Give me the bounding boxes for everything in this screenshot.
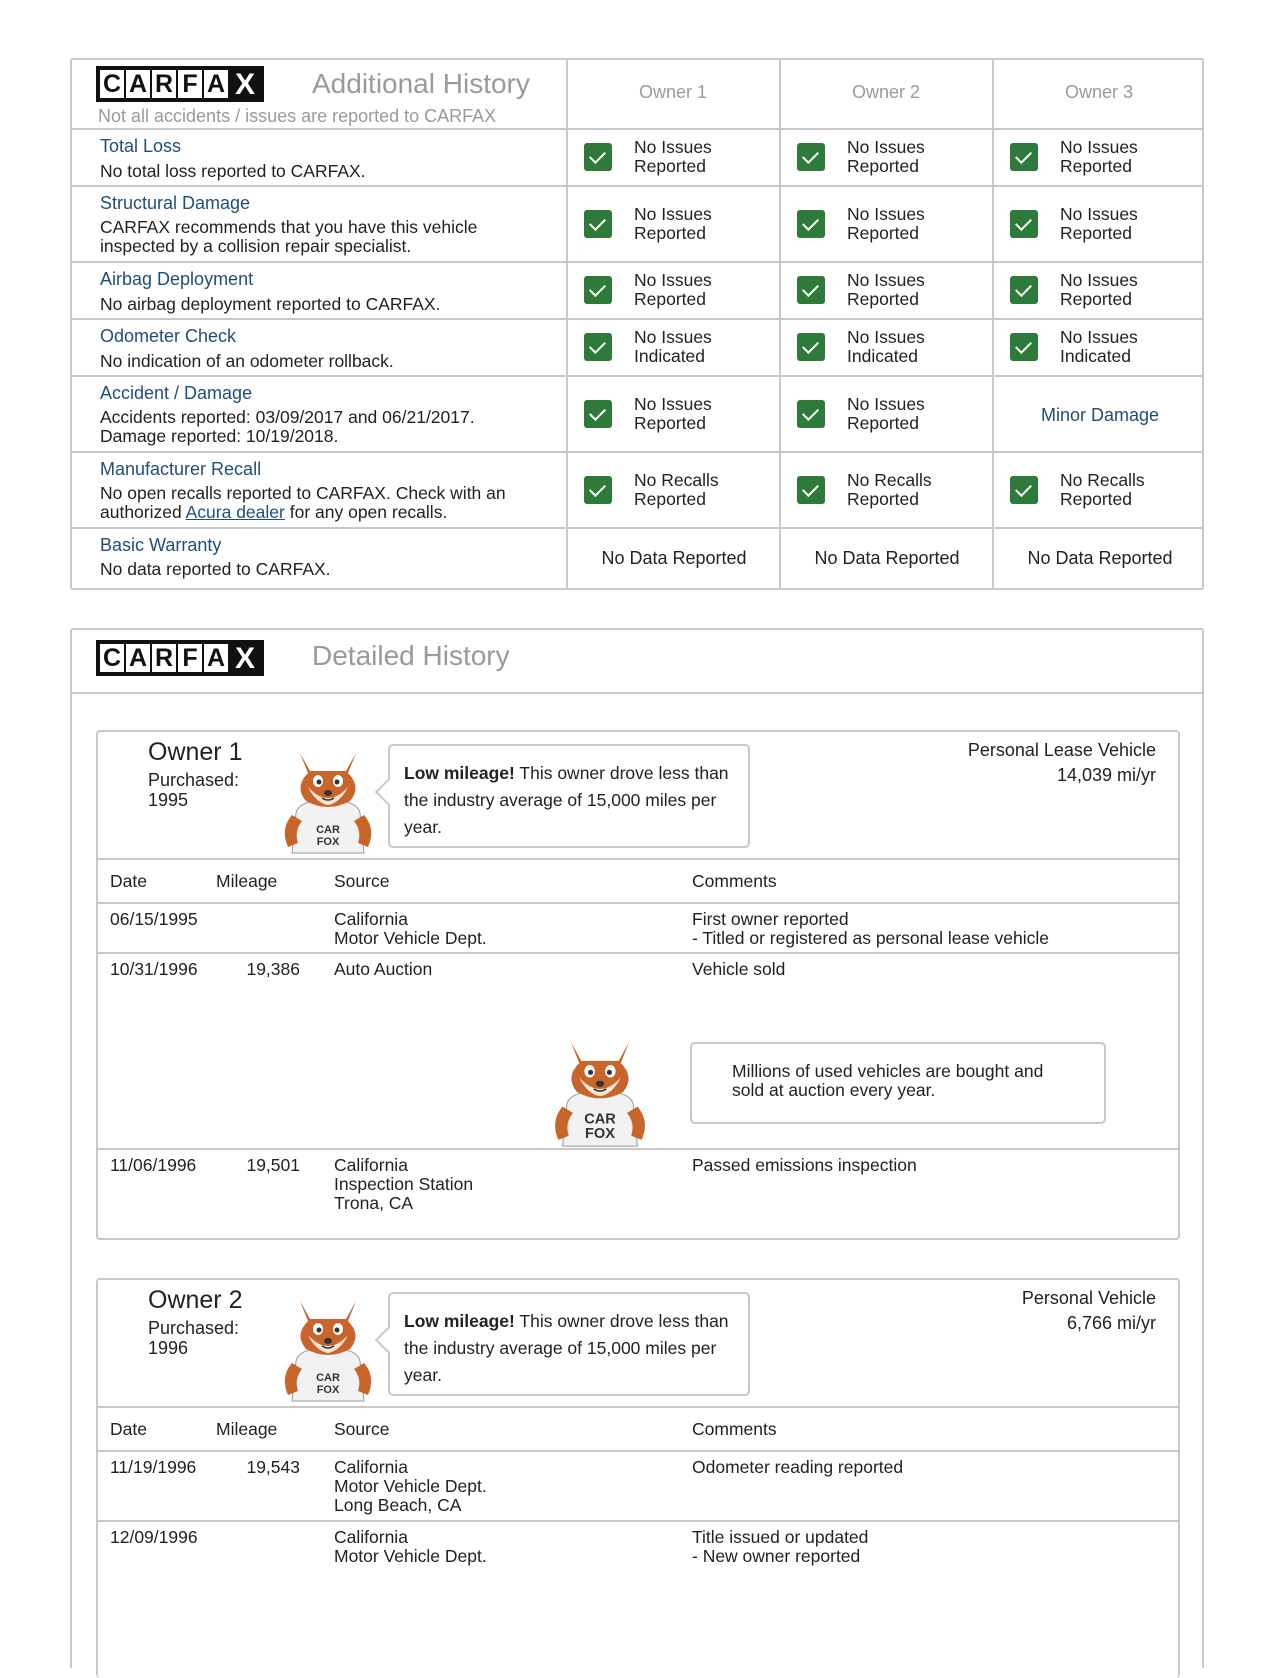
vehicle-type-label: Personal Lease Vehicle <box>967 740 1156 760</box>
row-source: Motor Vehicle Dept. <box>334 1546 487 1566</box>
row-source: California <box>334 1457 408 1477</box>
row-desc <box>100 484 540 522</box>
row-label-airbag-deployment: Airbag Deployment <box>100 269 254 289</box>
check-icon <box>797 276 825 304</box>
carfax-logo <box>96 66 264 102</box>
carfox-mascot-icon <box>278 1288 378 1406</box>
cell-line: Reported <box>634 223 706 243</box>
status-cell <box>781 138 993 176</box>
callout-bold: Low mileage! <box>404 1311 515 1331</box>
cell-line: No Issues <box>847 394 925 414</box>
table-header <box>98 1406 1178 1452</box>
row-mileage: 19,386 <box>246 959 300 979</box>
check-icon <box>797 400 825 428</box>
row-desc: No data reported to CARFAX. <box>100 559 331 579</box>
status-cell <box>781 471 993 509</box>
check-icon <box>1010 210 1038 238</box>
check-icon <box>584 276 612 304</box>
cell-line: No Recalls <box>634 470 719 490</box>
row-label-odometer-check: Odometer Check <box>100 326 237 346</box>
cell-line: Indicated <box>847 346 919 366</box>
row-source: California <box>334 1155 408 1175</box>
auction-tip-callout <box>690 1042 1106 1124</box>
cell-line: Indicated <box>1060 346 1132 366</box>
row-source: Auto Auction <box>334 959 433 979</box>
carfox-mascot-icon <box>278 740 378 858</box>
cell-line: Reported <box>634 489 706 509</box>
col-header-comments: Comments <box>692 871 777 891</box>
no-data-cell: No Data Reported <box>601 548 747 568</box>
status-cell <box>568 271 780 309</box>
table-row <box>98 1522 1178 1602</box>
table-row <box>98 1452 1178 1522</box>
section-note: Not all accidents / issues are reported to CARFAX <box>98 106 497 126</box>
owner-1-header: Owner 1 <box>638 82 708 102</box>
cell-line: No Issues <box>634 327 712 347</box>
row-source: California <box>334 909 408 929</box>
acura-dealer-link[interactable]: Acura dealer <box>185 502 285 522</box>
col-header-mileage: Mileage <box>216 1419 278 1439</box>
status-cell <box>781 328 993 366</box>
row-label-total-loss: Total Loss <box>100 136 182 156</box>
vehicle-type <box>1022 1286 1156 1336</box>
col-header-date: Date <box>110 1419 147 1439</box>
carfax-logo <box>96 640 264 676</box>
carfox-mascot-icon <box>548 1030 652 1150</box>
row-source: Motor Vehicle Dept. <box>334 1476 487 1496</box>
status-cell <box>781 395 993 433</box>
cell-line: No Issues <box>1060 327 1138 347</box>
row-source: California <box>334 1527 408 1547</box>
cell-line: Reported <box>634 413 706 433</box>
cell-line: No Issues <box>847 137 925 157</box>
status-cell <box>781 205 993 243</box>
logo-letter: X <box>230 644 260 672</box>
row-comment: Vehicle sold <box>692 959 786 979</box>
owner-1-history <box>96 730 1180 1240</box>
logo-letter: A <box>204 644 228 672</box>
col-header-comments: Comments <box>692 1419 777 1439</box>
cell-line: No Issues <box>847 204 925 224</box>
cell-line: Reported <box>847 289 919 309</box>
cell-line: No Issues <box>847 270 925 290</box>
logo-letter: A <box>126 70 150 98</box>
no-data-cell: No Data Reported <box>814 548 960 568</box>
cell-line: Reported <box>847 223 919 243</box>
row-label-manufacturer-recall: Manufacturer Recall <box>100 459 262 479</box>
status-cell <box>568 205 780 243</box>
detailed-history-panel <box>70 628 1204 1668</box>
callout-bold: Low mileage! <box>404 763 515 783</box>
row-date: 11/19/1996 <box>110 1457 197 1477</box>
desc-line <box>100 503 540 522</box>
owner-name: Owner 2 <box>148 1286 243 1314</box>
row-comment: Passed emissions inspection <box>692 1155 917 1175</box>
owner-name: Owner 1 <box>148 738 243 766</box>
table-row <box>98 954 1178 1150</box>
row-date: 11/06/1996 <box>110 1155 197 1175</box>
purchased-label: Purchased: <box>148 770 240 790</box>
callout-text: Millions of used vehicles are bought and sold at auction every year. <box>732 1061 1044 1100</box>
col-header-mileage: Mileage <box>216 871 278 891</box>
cell-line: Reported <box>847 413 919 433</box>
desc-text: for any open recalls. <box>284 502 448 522</box>
logo-letter: R <box>152 644 176 672</box>
row-date: 10/31/1996 <box>110 959 198 979</box>
row-comment: Title issued or updated <box>692 1527 869 1547</box>
fox-shirt-text: CAR <box>316 824 340 836</box>
desc-line: CARFAX recommends that you have this vehicle <box>100 217 478 237</box>
col-header-date: Date <box>110 871 147 891</box>
cell-line: Reported <box>634 156 706 176</box>
logo-letter: R <box>152 70 176 98</box>
row-label-basic-warranty: Basic Warranty <box>100 535 222 555</box>
table-row <box>98 904 1178 954</box>
logo-letter: X <box>230 70 260 98</box>
status-cell <box>994 328 1206 366</box>
section-title: Detailed History <box>312 640 510 671</box>
cell-line: Reported <box>1060 289 1132 309</box>
minor-damage-link[interactable]: Minor Damage <box>1040 405 1160 425</box>
cell-line: Indicated <box>634 346 706 366</box>
row-desc: No indication of an odometer rollback. <box>100 351 394 371</box>
desc-line: Damage reported: 10/19/2018. <box>100 426 339 446</box>
vehicle-type-label: Personal Vehicle <box>1021 1288 1156 1308</box>
owner-3-header: Owner 3 <box>1064 82 1134 102</box>
cell-line: Reported <box>847 156 919 176</box>
mileage-per-year: 14,039 mi/yr <box>1056 765 1156 785</box>
row-mileage: 19,501 <box>246 1155 300 1175</box>
check-icon <box>584 143 612 171</box>
col-header-source: Source <box>334 1419 390 1439</box>
purchased-label: Purchased: <box>148 1318 240 1338</box>
check-icon <box>797 333 825 361</box>
cell-line: No Issues <box>634 204 712 224</box>
status-cell <box>568 328 780 366</box>
row-desc <box>100 408 540 446</box>
fox-shirt-text: FOX <box>316 836 340 848</box>
logo-letter: A <box>126 644 150 672</box>
check-icon <box>1010 476 1038 504</box>
row-desc: No airbag deployment reported to CARFAX. <box>100 294 441 314</box>
vehicle-type <box>968 738 1156 788</box>
logo-letter: A <box>204 70 228 98</box>
no-data-cell: No Data Reported <box>1027 548 1173 568</box>
logo-letter: C <box>100 70 124 98</box>
check-icon <box>1010 276 1038 304</box>
row-label-structural-damage: Structural Damage <box>100 193 251 213</box>
row-label-accident-damage: Accident / Damage <box>100 383 253 403</box>
desc-line: Accidents reported: 03/09/2017 and 06/21/2017. <box>100 407 475 427</box>
check-icon <box>584 210 612 238</box>
cell-line: No Issues <box>634 137 712 157</box>
row-date: 06/15/1995 <box>110 909 198 929</box>
fox-shirt-text: FOX <box>585 1125 615 1142</box>
check-icon <box>797 476 825 504</box>
check-icon <box>584 400 612 428</box>
purchased-year: 1995 <box>148 790 189 810</box>
row-mileage: 19,543 <box>246 1457 300 1477</box>
fox-shirt-text: FOX <box>316 1384 340 1396</box>
status-cell <box>568 138 780 176</box>
logo-letter: F <box>178 70 202 98</box>
logo-letter: C <box>100 644 124 672</box>
check-icon <box>584 333 612 361</box>
cell-line: Reported <box>1060 489 1132 509</box>
row-source: Long Beach, CA <box>334 1495 462 1515</box>
col-header-source: Source <box>334 871 390 891</box>
cell-line: No Issues <box>634 270 712 290</box>
callout-text: This owner drove less than the industry average of 15,000 miles per year. <box>404 763 729 837</box>
section-title: Additional History <box>312 68 530 99</box>
desc-text: authorized <box>100 502 186 522</box>
owner-2-header: Owner 2 <box>851 82 921 102</box>
cell-line: Reported <box>1060 156 1132 176</box>
purchased-year: 1996 <box>148 1338 189 1358</box>
row-date: 12/09/1996 <box>110 1527 198 1547</box>
check-icon <box>1010 143 1038 171</box>
status-cell <box>994 138 1206 176</box>
low-mileage-callout <box>388 744 750 848</box>
desc-line: No open recalls reported to CARFAX. Check with an <box>100 483 506 503</box>
cell-line: Reported <box>634 289 706 309</box>
purchase-info <box>148 1318 239 1358</box>
row-source: Motor Vehicle Dept. <box>334 928 487 948</box>
cell-line: Reported <box>1060 223 1132 243</box>
row-comment: - Titled or registered as personal lease vehicle <box>692 928 1049 948</box>
purchase-info <box>148 770 239 810</box>
logo-letter: F <box>178 644 202 672</box>
cell-line: No Recalls <box>1060 470 1145 490</box>
row-desc <box>100 218 540 256</box>
additional-history-panel <box>70 58 1204 590</box>
fox-shirt-text: CAR <box>316 1372 340 1384</box>
table-header <box>98 858 1178 904</box>
owner-2-history <box>96 1278 1180 1678</box>
check-icon <box>797 210 825 238</box>
low-mileage-callout <box>388 1292 750 1396</box>
callout-text: This owner drove less than the industry average of 15,000 miles per year. <box>404 1311 729 1385</box>
row-source: Trona, CA <box>334 1193 414 1213</box>
check-icon <box>1010 333 1038 361</box>
row-comment: First owner reported <box>692 909 849 929</box>
cell-line: No Issues <box>1060 137 1138 157</box>
status-cell <box>994 271 1206 309</box>
row-source: Inspection Station <box>334 1174 474 1194</box>
cell-line: No Issues <box>847 327 925 347</box>
status-cell <box>994 205 1206 243</box>
row-desc: No total loss reported to CARFAX. <box>100 161 366 181</box>
status-cell <box>568 471 780 509</box>
row-comment: - New owner reported <box>692 1546 861 1566</box>
row-comment: Odometer reading reported <box>692 1457 904 1477</box>
cell-line: Reported <box>847 489 919 509</box>
desc-line: inspected by a collision repair specialist. <box>100 236 412 256</box>
table-row <box>98 1150 1178 1240</box>
cell-line: No Issues <box>1060 270 1138 290</box>
check-icon <box>797 143 825 171</box>
cell-line: No Issues <box>634 394 712 414</box>
status-cell <box>781 271 993 309</box>
status-cell <box>568 395 780 433</box>
cell-line: No Recalls <box>847 470 932 490</box>
mileage-per-year: 6,766 mi/yr <box>1066 1313 1156 1333</box>
cell-line: No Issues <box>1060 204 1138 224</box>
check-icon <box>584 476 612 504</box>
status-cell <box>994 471 1206 509</box>
fox-shirt-text: CAR <box>584 1111 616 1128</box>
